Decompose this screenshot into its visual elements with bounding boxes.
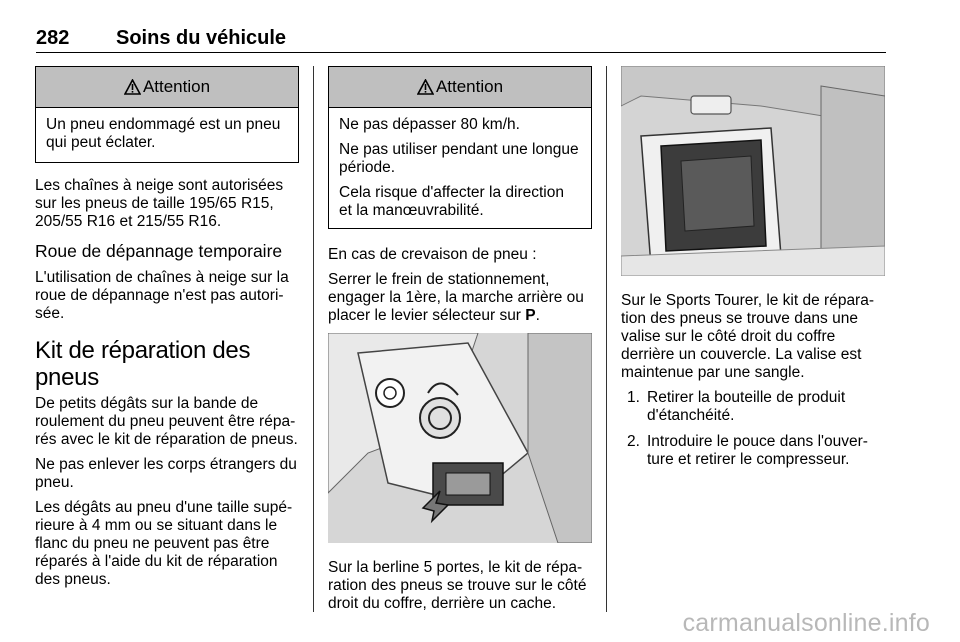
column-divider: [606, 66, 607, 612]
paragraph: Serrer le frein de stationnement, engager la 1ère, la marche arrière ou placer le levier sélecteur sur P.: [328, 271, 584, 324]
column-3: [621, 66, 885, 477]
paragraph: Ne pas enlever les corps étrangers du pneu.: [35, 456, 297, 491]
warning-triangle-icon: [417, 79, 434, 95]
paragraph: En cas de crevaison de pneu :: [328, 246, 537, 263]
attention-header: [36, 67, 298, 108]
selector-position: P: [525, 307, 536, 324]
column-divider: [313, 66, 314, 612]
warning-triangle-icon: [124, 79, 141, 95]
page-number: 282: [36, 27, 70, 49]
attention-line: Ne pas utiliser pendant une longue période.: [339, 141, 579, 176]
attention-text: Un pneu endommagé est un pneu qui peut éclater.: [46, 116, 281, 151]
paragraph: De petits dégâts sur la bande de roulement du pneu peuvent être réparés avec le kit de réparation de pneus.: [35, 395, 298, 448]
subheading: Roue de dépannage temporaire: [35, 241, 283, 261]
attention-line: Cela risque d'affecter la direction et la manœuvrabilité.: [339, 184, 564, 219]
attention-title: Attention: [435, 77, 504, 96]
steps-list: [621, 389, 885, 469]
attention-box: [35, 66, 299, 163]
trunk-repair-kit-figure-sports-tourer: [621, 66, 885, 276]
trunk-illustration: [621, 66, 885, 276]
section-heading: Kit de réparation des pneus: [35, 337, 251, 391]
paragraph: Sur le Sports Tourer, le kit de réparation des pneus se trouve dans une valise sur le côté droit du coffre derrière un couvercle. La valise est maintenue par une sangle.: [621, 292, 875, 381]
paragraph: Les dégâts au pneu d'une taille supérieure à 4 mm ou se situant dans le flanc du pneu ne peuvent pas être réparés à l'aide du kit de réparation des pneus.: [35, 499, 293, 588]
paragraph: L'utilisation de chaînes à neige sur la roue de dépannage n'est pas autorisée.: [35, 269, 289, 322]
page-header: [36, 26, 886, 53]
attention-title: Attention: [142, 77, 211, 96]
column-1: [35, 66, 299, 596]
attention-line: Ne pas dépasser 80 km/h.: [339, 116, 520, 133]
list-item: 1. Retirer la bouteille de produit d'étanchéité.: [627, 389, 846, 424]
attention-header: [329, 67, 591, 108]
chapter-title: Soins du véhicule: [116, 27, 287, 49]
list-item: 2. Introduire le pouce dans l'ouverture et retirer le compresseur.: [627, 433, 868, 468]
attention-box: [328, 66, 592, 229]
figure-caption: Sur la berline 5 portes, le kit de réparation des pneus se trouve sur le côté droit du coffre, derrière un cache.: [328, 559, 587, 612]
watermark: carmanualsonline.info: [682, 609, 930, 637]
trunk-repair-kit-figure-hatchback: [328, 333, 592, 543]
paragraph: Les chaînes à neige sont autorisées sur les pneus de taille 195/65 R15, 205/55 R16 et 215/55 R16.: [35, 177, 284, 230]
trunk-illustration: [328, 333, 592, 543]
column-2: [328, 66, 592, 620]
